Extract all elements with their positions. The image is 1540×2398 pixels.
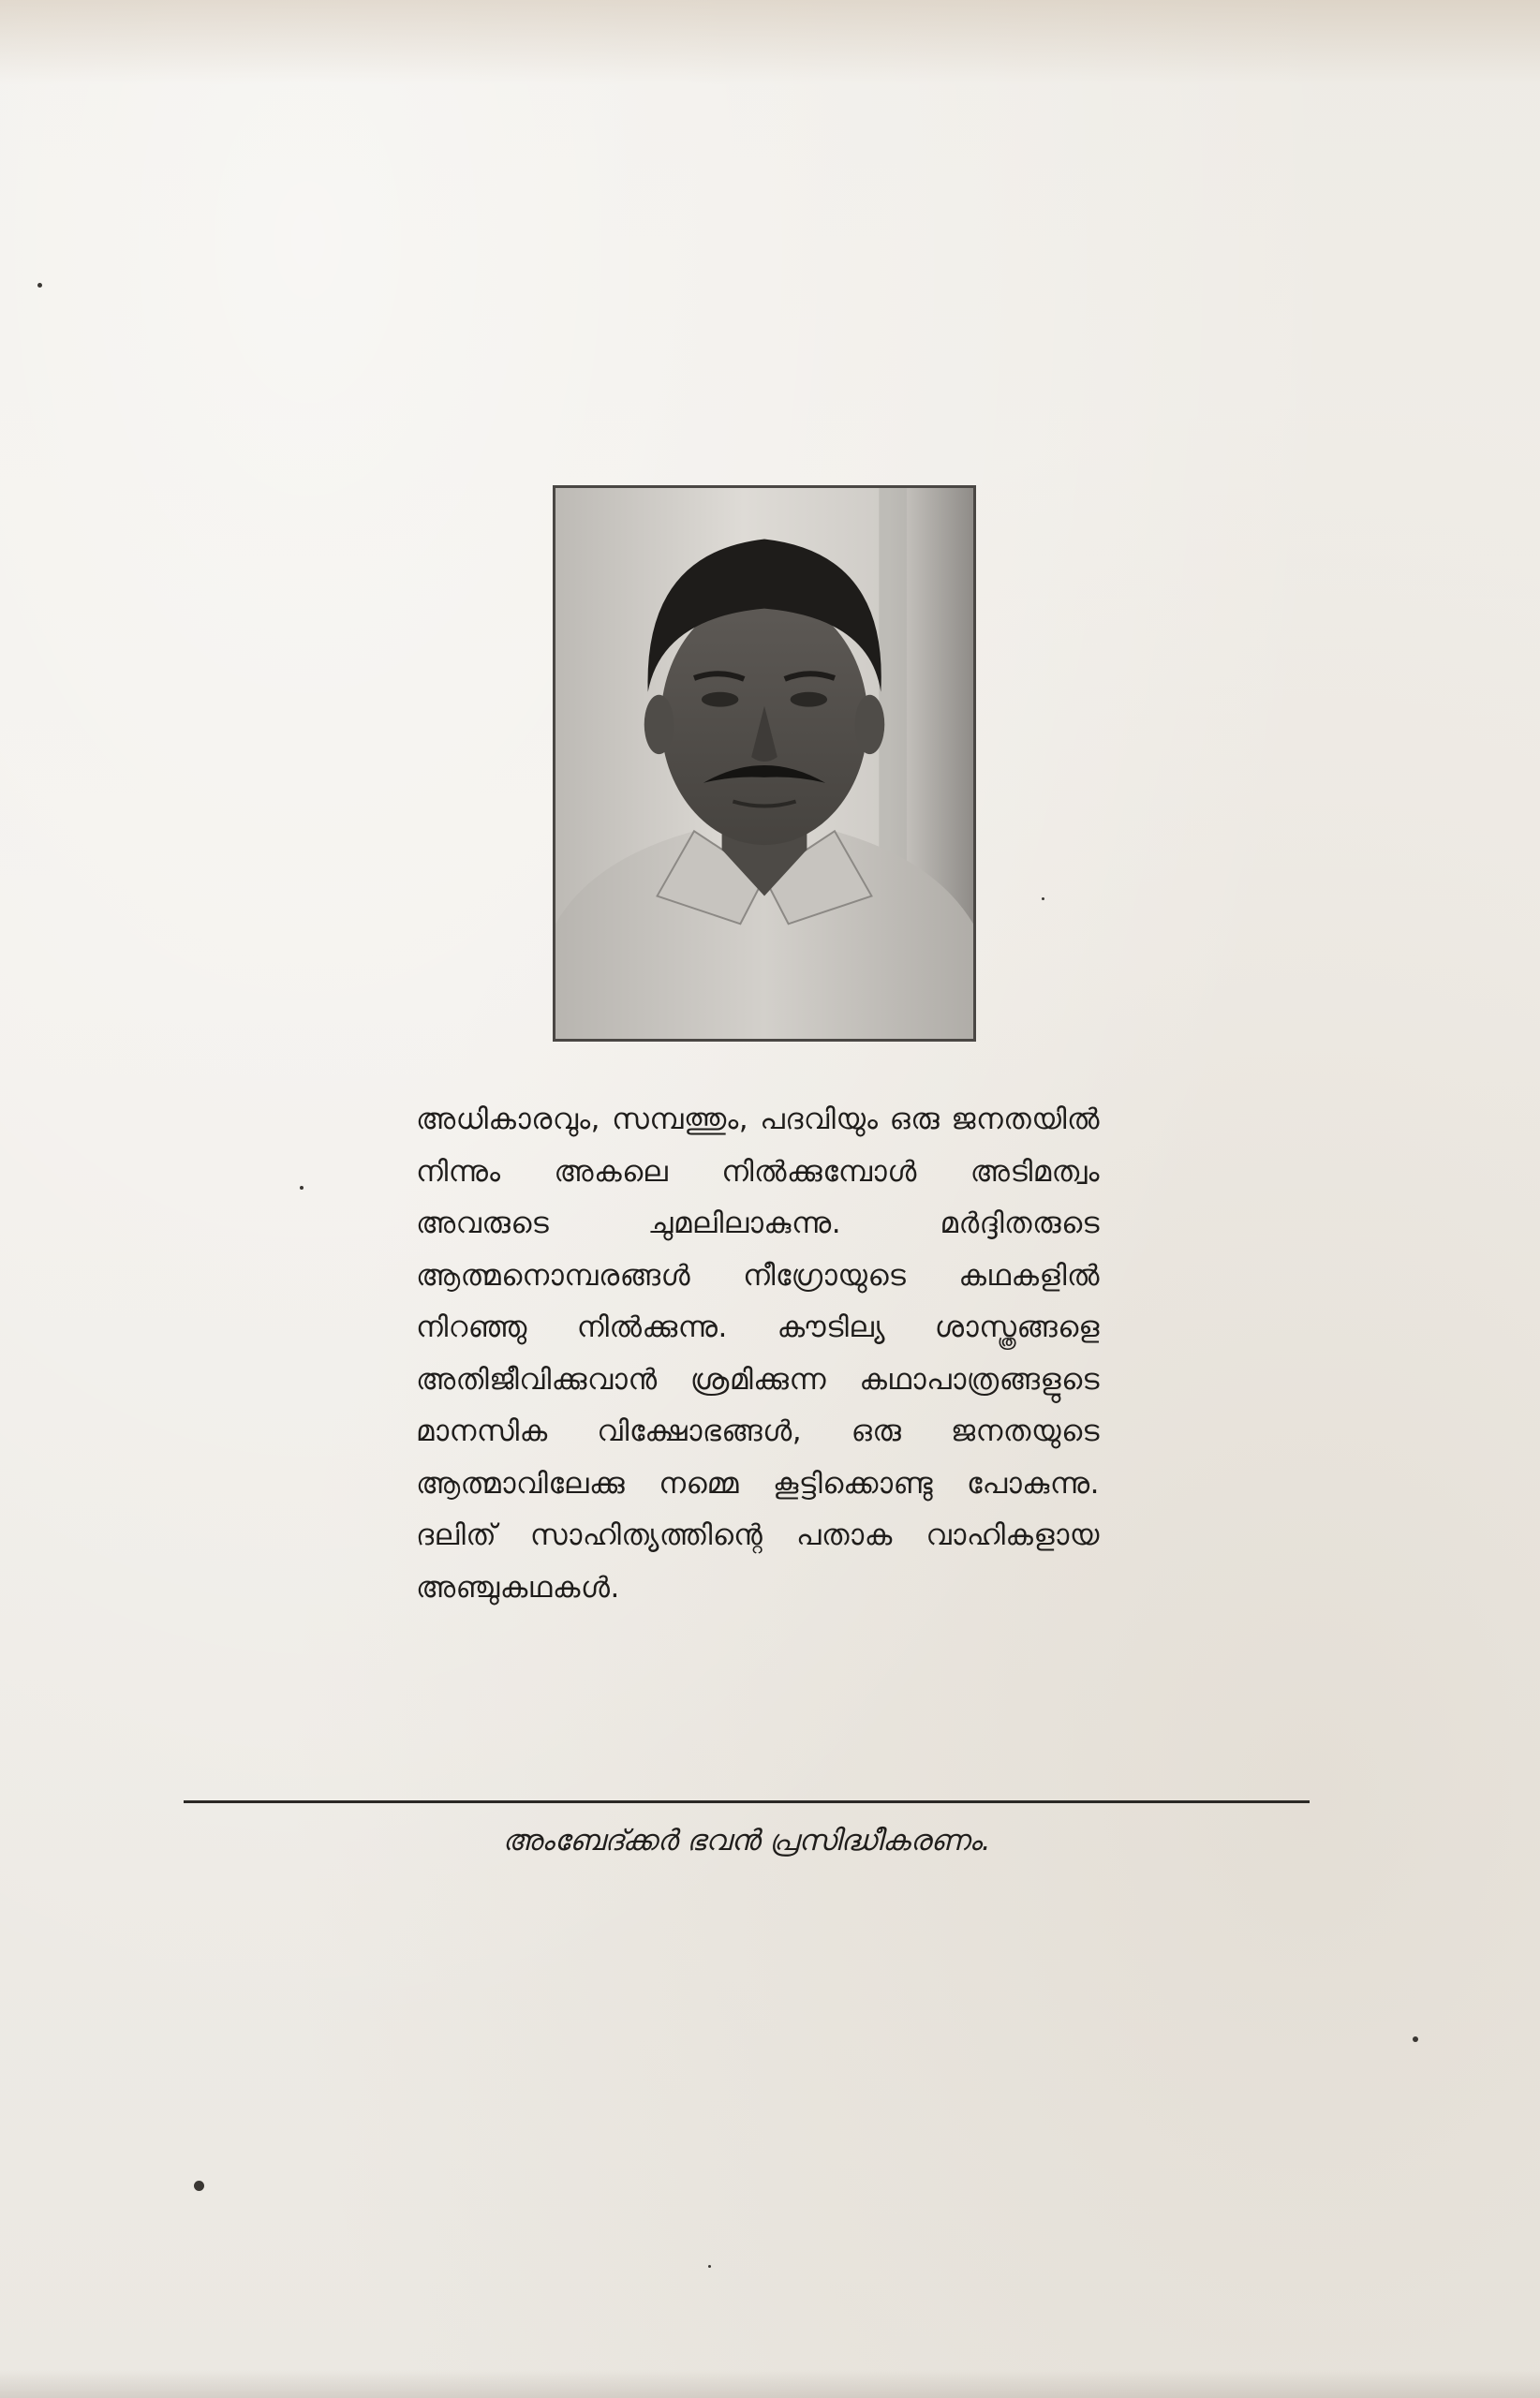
publisher-line: അംബേദ്ക്കർ ഭവൻ പ്രസിദ്ധീകരണം.	[502, 1824, 991, 1858]
paper-speck	[300, 1186, 304, 1190]
paper-stain-top	[0, 0, 1540, 84]
author-photo	[553, 485, 976, 1042]
paper-speck	[1042, 897, 1044, 900]
divider-rule	[184, 1800, 1310, 1803]
author-portrait-image	[555, 488, 973, 1039]
paper-speck	[194, 2181, 204, 2191]
blurb-text: അധികാരവും, സമ്പത്തും, പദവിയും ഒരു ജനതയിൽ നിന്നും അകലെ നിൽക്കുമ്പോൾ അടിമത്വം അവരുടെ ചുമലിലാകുന്നു. മർദ്ദിതരുടെ ആത്മനൊമ്പരങ്ങൾ നീഗ്രോയുടെ കഥകളിൽ നിറഞ്ഞു നിൽക്കുന്നു. കൗടില്യ ശാസ്ത്രങ്ങളെ അതിജീവിക്കുവാൻ ശ്രമിക്കുന്ന കഥാപാത്രങ്ങളുടെ മാനസിക വിക്ഷോഭങ്ങൾ, ഒരു ജനതയുടെ ആത്മാവിലേക്കു നമ്മെ കൂട്ടിക്കൊണ്ടു പോകുന്നു. ദലിത് സാഹിത്യത്തിന്റെ പതാക വാഹികളായ അഞ്ചുകഥകൾ.	[416, 1103, 1100, 1605]
paper-speck	[1413, 2036, 1418, 2042]
paper-stain-bottom	[0, 2370, 1540, 2398]
paper-speck	[37, 283, 42, 288]
paper-speck	[708, 2265, 711, 2268]
